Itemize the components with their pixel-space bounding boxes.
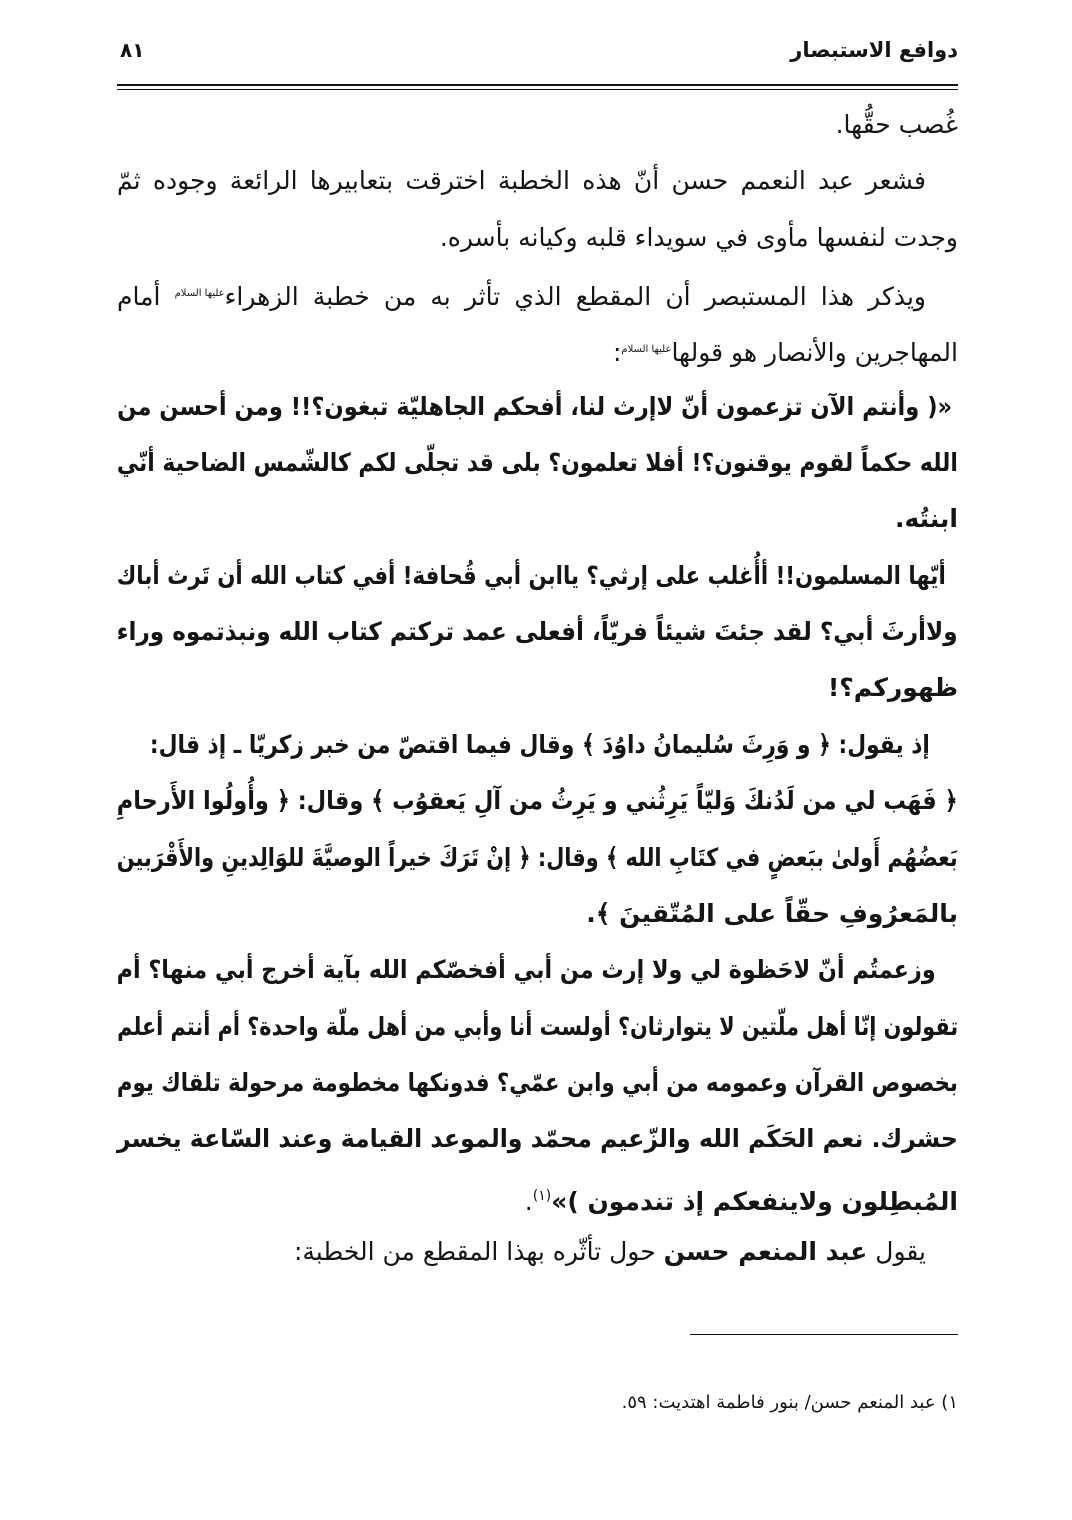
- body-line-8: ابنتُه.: [894, 504, 958, 533]
- body-line-9: أيّها المسلمون!! أأُغلب على إرثي؟ ياابن أبي قُحافة! أفي كتاب الله أن تَرث أباك: [117, 561, 946, 590]
- line-text: حول تأثّره بهذا المقطع من الخطبة:: [293, 1237, 664, 1266]
- line-text: المُبطِلون ولاينفعكم إذ تندمون )»: [551, 1187, 958, 1216]
- line-text: يقول: [867, 1237, 926, 1266]
- body-line-17: تقولون إنّا أهل ملّتين لا يتوارثان؟ أولست أنا وأبي من أهل ملّة واحدة؟ أم أنتم أعلم: [117, 1012, 958, 1041]
- body-line-3: وجدت لنفسها مأوى في سويداء قلبه وكيانه بأسره.: [439, 223, 958, 252]
- body-line-11: ظهوركم؟!: [827, 673, 958, 702]
- body-line-21: [117, 1224, 958, 1280]
- line-text: أمام: [117, 282, 175, 311]
- body-line-1: غُصب حقُّها.: [835, 110, 958, 139]
- body-line-6: «( وأنتم الآن تزعمون أنّ لاإرث لنا، أفحكم الجاهليّة تبغون؟!! ومن أحسن من: [117, 392, 952, 421]
- header-double-rule: [117, 84, 958, 90]
- body-line-7: الله حكماً لقوم يوقنون؟! أفلا تعلمون؟ بلى قد تجلّى لكم كالشّمس الضاحية أنّي: [117, 448, 958, 477]
- footnote-reference: (١): [532, 1188, 552, 1204]
- line-text: .: [524, 1187, 533, 1216]
- body-line-15: بالمَعرُوفِ حقّاً على المُتّقينَ ﴾.: [586, 899, 958, 928]
- honorific-mark: عليها السلام: [621, 344, 672, 355]
- footnote-separator: [690, 1334, 958, 1335]
- body-line-13: ﴿ فَهَب لي من لَدُنكَ وَليّاً يَرِثُني و يَرِثُ من آلِ يَعقوُب ﴾ وقال: ﴿ وأُولُوا الأَرحامِ: [117, 786, 958, 815]
- body-line-12: إذ يقول: ﴿ و وَرِثَ سُليمانُ داوُدَ ﴾ وقال فيما اقتصّ من خبر زكريّا ـ إذ قال:: [150, 730, 930, 759]
- footnote-text: ١) عبد المنعم حسن/ بنور فاطمة اهتديت: ٥٩.: [621, 1392, 958, 1413]
- body-line-14: بَعضُهُم أَولىٰ ببَعضٍ في كتَابِ الله ﴾ وقال: ﴿ إنْ تَرَكَ خيراً الوصيَّةَ للوَالِدينِ والأَقْرَبين: [117, 843, 958, 872]
- page-number: ٨١: [120, 38, 145, 62]
- honorific-mark: عليها السلام: [174, 288, 225, 299]
- body-line-10: ولاأرثَ أبي؟ لقد جئتَ شيئاً فريّاً، أفعلى عمد تركتم كتاب الله ونبذتموه وراء: [117, 617, 958, 646]
- running-header-title: دوافع الاستبصار: [790, 38, 958, 62]
- body-line-5: [117, 322, 958, 378]
- body-line-20: [117, 1168, 958, 1224]
- body-line-2: فشعر عبد النعمم حسن أنّ هذه الخطبة اخترقت بتعابيرها الرائعة وجوده ثمّ: [117, 166, 926, 195]
- body-line-18: بخصوص القرآن وعمومه من أبي وابن عمّي؟ فدونكها مخطومة مرحولة تلقاك يوم: [117, 1068, 958, 1097]
- body-line-19: حشرك. نعم الحَكَم الله والزّعيم محمّد والموعد القيامة وعند السّاعة يخسر: [117, 1124, 958, 1153]
- line-text: المهاجرين والأنصار هو قولها: [671, 338, 958, 367]
- body-line-16: وزعمتُم أنّ لاحَظوة لي ولا إرث من أبي أفخصّكم الله بآية أخرج أبي منها؟ أم: [117, 955, 936, 984]
- author-name: عبد المنعم حسن: [663, 1237, 868, 1266]
- line-text: :: [612, 338, 622, 367]
- line-text: ويذكر هذا المستبصر أن المقطع الذي تأثر به من خطبة الزهراء: [224, 282, 926, 311]
- body-line-4: [117, 266, 958, 322]
